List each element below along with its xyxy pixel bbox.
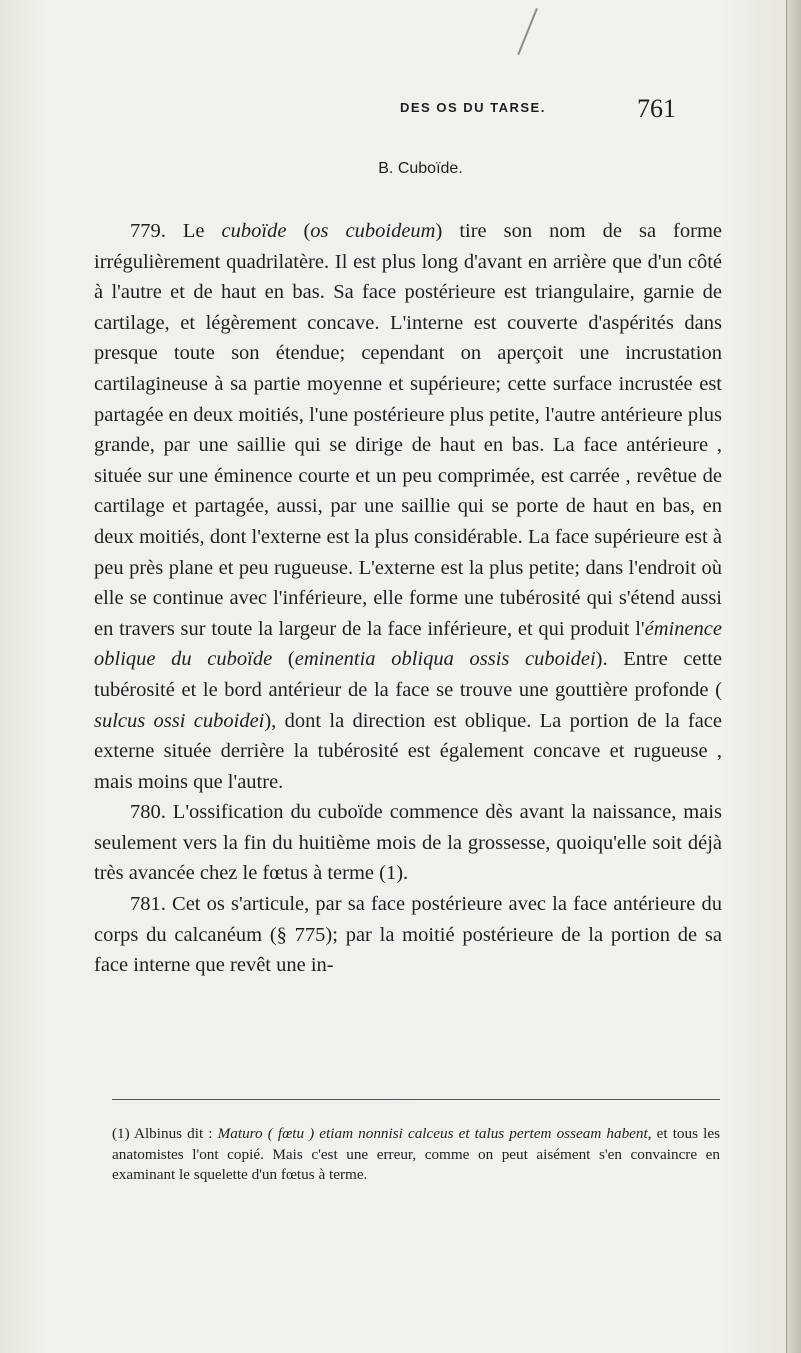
footnote	[112, 1124, 720, 1186]
text-run: (1) Albinus dit :	[112, 1125, 218, 1142]
text-run: ). Entre cette tubérosité et le bord antérieur de la face se trouve une gouttière profonde (	[94, 648, 723, 701]
section-title: B. Cuboïde.	[378, 160, 463, 177]
paragraph-781	[94, 889, 722, 981]
italic-text: sulcus ossi cuboidei	[94, 709, 265, 732]
italic-text: Maturo ( fœtu ) etiam nonnisi calceus et talus pertem osseam habent	[217, 1125, 648, 1142]
running-head	[0, 94, 801, 124]
text-run: 779. Le	[130, 220, 222, 242]
text-run: (	[286, 220, 311, 242]
footnote-rule	[112, 1099, 720, 1100]
italic-text: cuboïde	[221, 220, 287, 242]
text-run: ), dont la direction est oblique. La portion de la face externe située derrière la tubérosité est également concave et rugueuse , mais moins que l'autre.	[94, 709, 722, 793]
page-number: 761	[637, 94, 676, 123]
paragraph-779	[94, 216, 722, 797]
text-run: ) tire son nom de sa forme irrégulièrement quadrilatère. Il est plus long d'avant en arrière que d'un côté à l'autre et de haut en bas. Sa face postérieure est triangulaire, garnie de cartilage, et légèrement concave. L'interne est couverte d'aspérités dans presque toute son étendue; cependant on aperçoit une incrustation cartilagineuse à sa partie moyenne et supérieure; cette surface incrustée est partagée en deux moitiés, l'une postérieure plus petite, l'autre antérieure plus grande, par une saillie qui se dirige de haut en bas. La face antérieure , située sur une éminence courte et un peu comprimée, est carrée , revêtue de cartilage et partagée, aussi, par une saillie qui se porte de haut en bas, en deux moitiés, dont l'externe est la plus considérable. La face supérieure est à peu près plane et peu rugueuse. L'externe est la plus petite; dans l'endroit où elle se continue avec l'inférieure, elle forme une tubérosité qui s'étend aussi en travers sur toute la largeur de la face inférieure, et qui produit l'	[94, 220, 722, 640]
italic-text: os cuboideum	[310, 220, 436, 242]
text-run: (	[272, 648, 295, 671]
running-title: DES OS DU TARSE.	[400, 100, 546, 115]
text-run: 781. Cet os s'articule, par sa face postérieure avec la face antérieure du corps du calcanéum (§ 775); par la moitié postérieure de la portion de sa face interne que revêt une in-	[94, 893, 722, 977]
page-edge	[786, 0, 801, 1353]
italic-text: éminence oblique du cuboïde	[94, 617, 722, 671]
paragraph-780	[94, 797, 722, 889]
text-run: , et tous les anatomistes l'ont copié. Mais c'est une erreur, comme on peut aisément s'en convaincre en examinant le squelette d'un fœtus à terme.	[112, 1125, 720, 1183]
italic-text: eminentia obliqua ossis cuboidei	[294, 648, 596, 671]
text-run: 780. L'ossification du cuboïde commence dès avant la naissance, mais seulement vers la fin du huitième mois de la grossesse, quoiqu'elle soit déjà très avancée chez le fœtus à terme (1).	[94, 801, 722, 885]
body-text	[94, 216, 722, 981]
pencil-mark	[517, 8, 538, 55]
